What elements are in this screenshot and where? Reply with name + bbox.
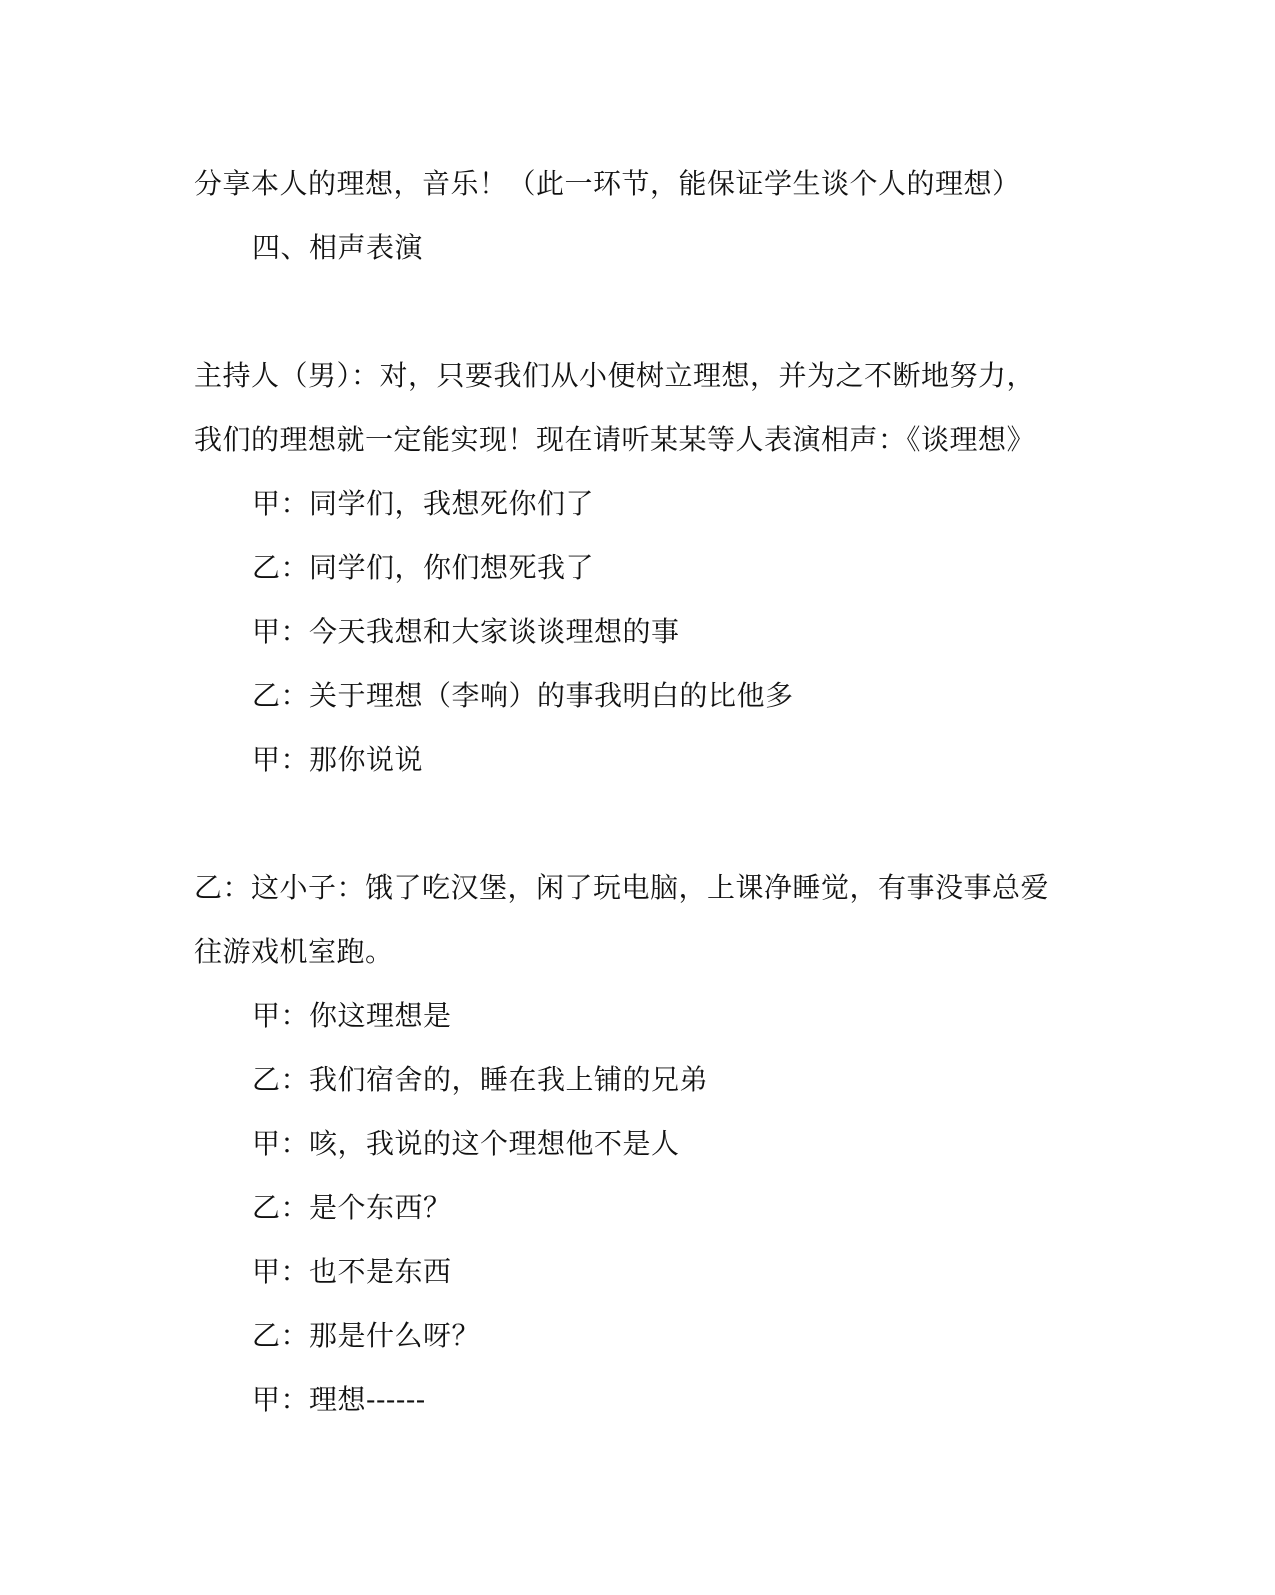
dialogue-line: 甲：你这理想是 xyxy=(252,999,452,1032)
dialogue-line: 乙：那是什么呀？ xyxy=(252,1319,481,1352)
dialogue-line: 甲：同学们，我想死你们了 xyxy=(252,487,595,520)
paragraph-line: 乙：这小子：饿了吃汉堡，闲了玩电脑，上课净睡觉，有事没事总爱 xyxy=(194,871,1050,904)
dialogue-line: 乙：我们宿舍的，睡在我上铺的兄弟 xyxy=(252,1063,709,1096)
dialogue-line: 乙：是个东西？ xyxy=(252,1191,452,1224)
dialogue-line: 乙：关于理想（李响）的事我明白的比他多 xyxy=(252,679,794,712)
paragraph-line: 我们的理想就一定能实现！现在请听某某等人表演相声：《谈理想》 xyxy=(194,423,1036,456)
dialogue-line: 甲：咳，我说的这个理想他不是人 xyxy=(252,1127,680,1160)
paragraph-line: 主持人（男）：对，只要我们从小便树立理想，并为之不断地努力， xyxy=(194,359,1036,392)
dialogue-line: 乙：同学们，你们想死我了 xyxy=(252,551,595,584)
dialogue-line: 甲：也不是东西 xyxy=(252,1255,452,1288)
paragraph-line: 往游戏机室跑。 xyxy=(194,935,394,968)
dialogue-line: 甲：那你说说 xyxy=(252,743,424,776)
dialogue-line: 甲：今天我想和大家谈谈理想的事 xyxy=(252,615,680,648)
section-heading: 四、相声表演 xyxy=(252,231,424,264)
paragraph-line: 分享本人的理想，音乐！（此一环节，能保证学生谈个人的理想） xyxy=(194,167,1021,200)
dialogue-line: 甲：理想------ xyxy=(252,1383,426,1416)
